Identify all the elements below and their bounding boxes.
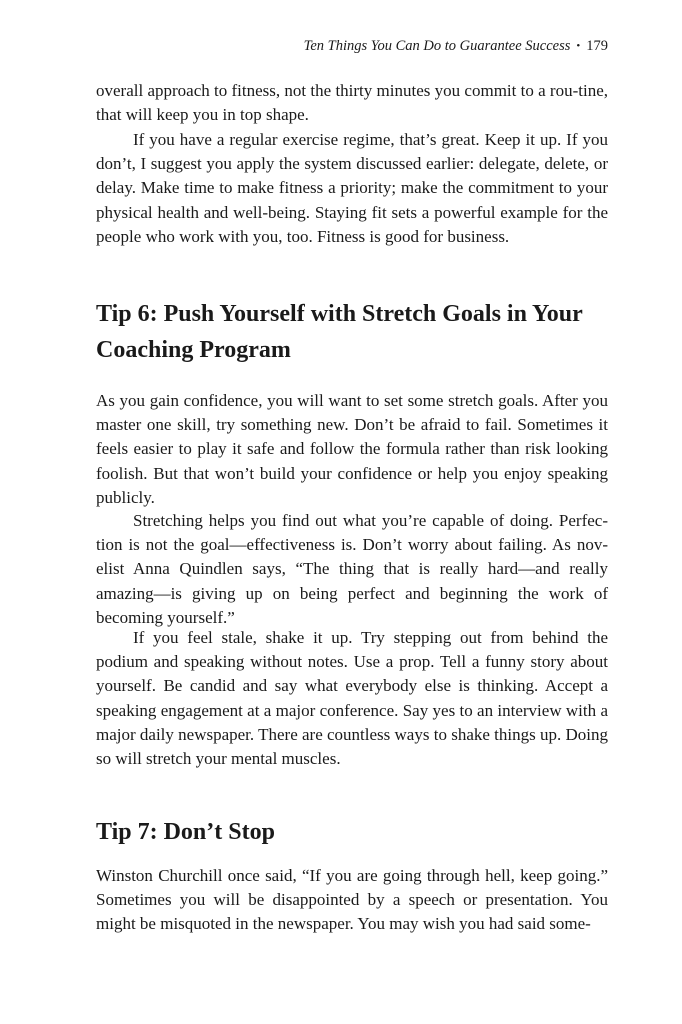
heading-tip-7: Tip 7: Don’t Stop	[96, 819, 275, 845]
paragraph-stretch-goals: As you gain confidence, you will want to set some stretch goals. After you master one skill, try something new. Don’t be afraid to fail. Sometimes it feels easier to play it safe and follow the formula rather than risk looking foolish. But that won’t build your confidence or help you enjoy speaking publicly.	[96, 391, 608, 507]
paragraph-shake-it-up: If you feel stale, shake it up. Try stepping out from behind the podium and speaking without notes. Use a prop. Tell a funny story about yourself. Be candid and say what everybody else is thinking. Accept a speaking engagement at a major conference. Say yes to an interview with a major daily newspaper. There are countless ways to shake things up. Doing so will stretch your mental muscles.	[96, 628, 608, 769]
paragraph-stretching: Stretching helps you find out what you’re capable of doing. Perfec-tion is not the goal—effectiveness is. Don’t worry about failing. As nov-elist Anna Quindlen says, “The thing that is really hard—and really amazing—is giving up on being perfect and beginning the work of becoming yourself.”	[96, 511, 608, 627]
running-head-separator: •	[576, 40, 581, 52]
running-head	[304, 38, 608, 55]
running-head-title: Ten Things You Can Do to Guarantee Success	[303, 38, 571, 54]
paragraph-churchill: Winston Churchill once said, “If you are going through hell, keep going.” Sometimes you will be disappointed by a speech or presentation. You might be misquoted in the newspaper. You may wish you had said some-	[96, 866, 608, 934]
paragraph-fitness: If you have a regular exercise regime, that’s great. Keep it up. If you don’t, I suggest you apply the system discussed earlier: delegate, delete, or delay. Make time to make fitness a priority; make the commitment to your physical health and well-being. Staying fit sets a powerful example for the people who work with you, too. Fitness is good for business.	[96, 130, 608, 246]
paragraph-continued: overall approach to fitness, not the thirty minutes you commit to a rou-tine, that will keep you in top shape.	[96, 81, 608, 125]
page-number: 179	[586, 38, 608, 54]
heading-tip-6: Tip 6: Push Yourself with Stretch Goals in Your Coaching Program	[96, 301, 583, 363]
